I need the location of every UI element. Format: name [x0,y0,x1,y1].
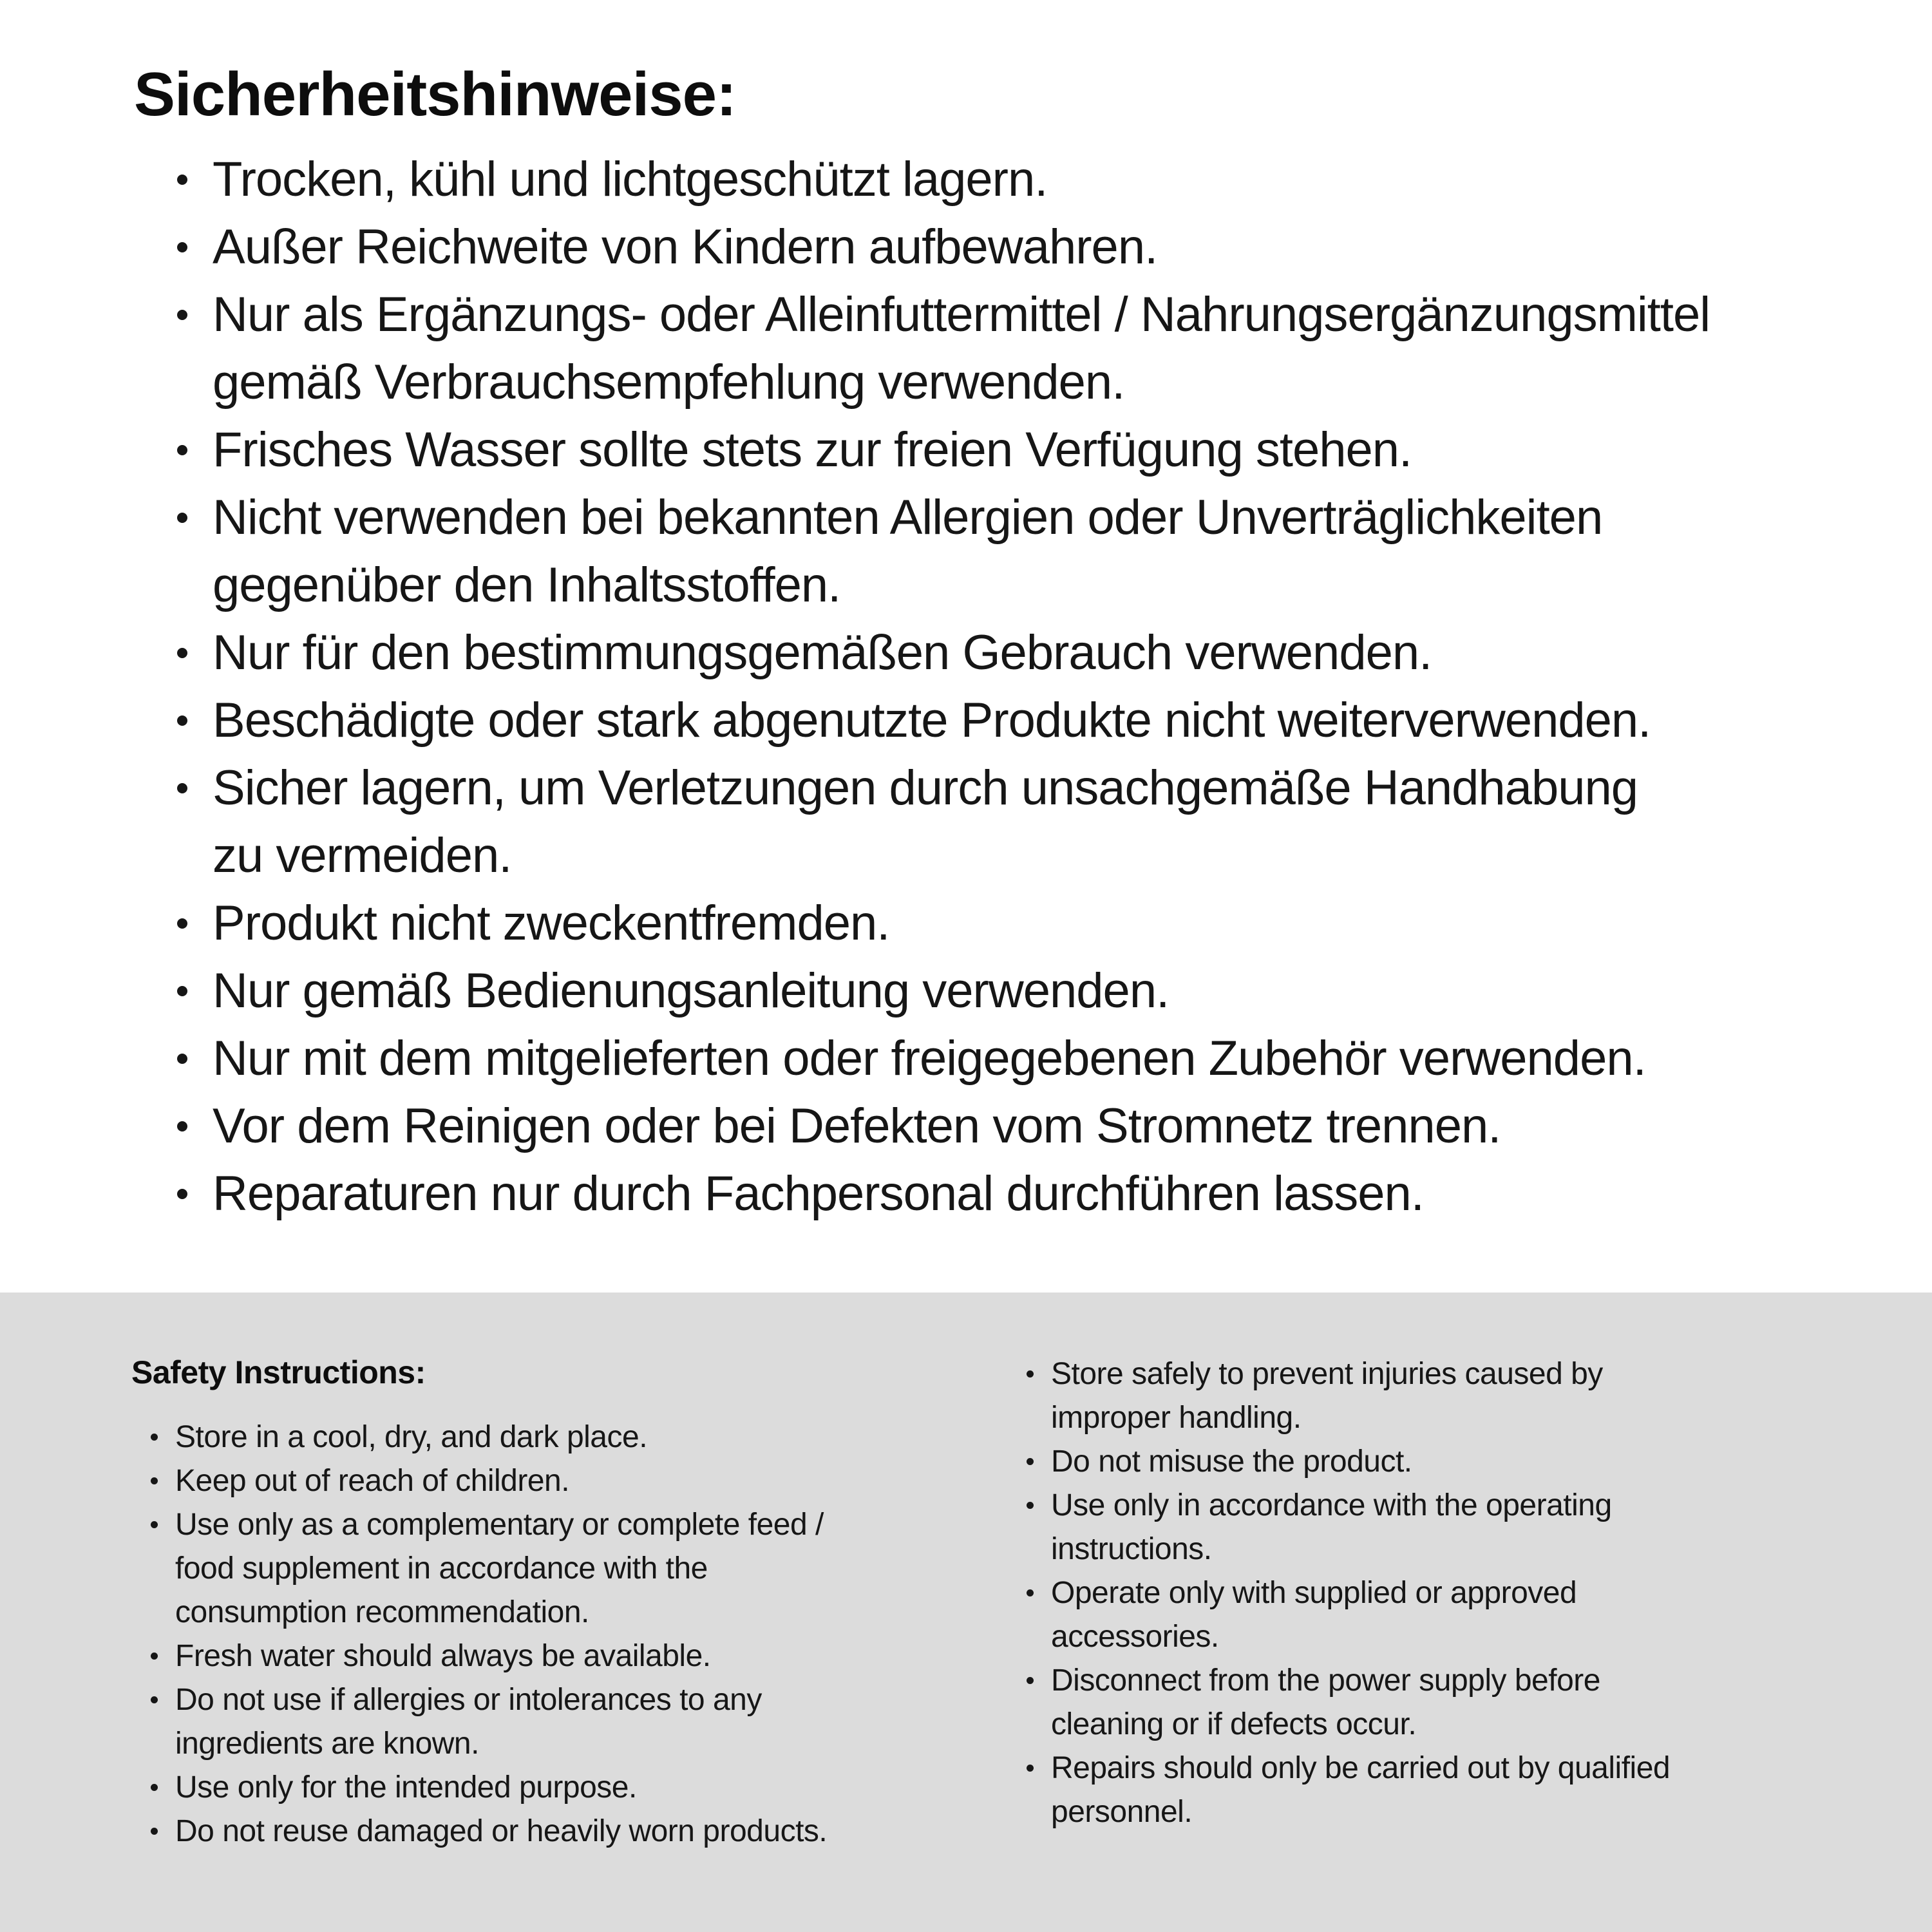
bullet-icon [1027,1370,1034,1378]
list-item [149,1416,987,1459]
list-item [149,1459,987,1503]
bullet-icon [177,175,187,185]
bullet-line: Store safely to prevent injuries caused by [1051,1357,1603,1391]
bullet-line: cleaning or if defects occur. [1051,1707,1417,1741]
bullet-line: Use only for the intended purpose. [175,1770,637,1804]
bullet-line: Nur gemäß Bedienungsanleitung verwenden. [213,963,1170,1018]
list-item [177,1092,1864,1160]
bullet-line: Trocken, kühl und lichtgeschützt lagern. [213,152,1048,207]
bullet-icon [177,445,187,455]
bullet-line: consumption recommendation. [175,1595,589,1629]
list-item [177,416,1864,484]
bullet-line: ingredients are known. [175,1727,479,1761]
bullet-line: Do not use if allergies or intolerances to any [175,1683,762,1717]
bullet-line: instructions. [1051,1532,1212,1566]
list-item [177,484,1864,619]
bullet-icon [151,1696,158,1703]
bullet-line: personnel. [1051,1795,1193,1829]
bullet-line: Use only as a complementary or complete feed / [175,1508,824,1542]
bullet-line: Sicher lagern, um Verletzungen durch unsachgemäße Handhabung [213,761,1638,815]
bullet-line: Repairs should only be carried out by qualified [1051,1751,1671,1785]
list-item [177,889,1864,957]
bullet-icon [1027,1677,1034,1684]
bullet-line: Produkt nicht zweckentfremden. [213,896,890,951]
bullet-line: Nur für den bestimmungsgemäßen Gebrauch verwenden. [213,625,1432,680]
list-item [177,1025,1864,1092]
bullet-icon [1027,1589,1034,1596]
bullet-line: Operate only with supplied or approved [1051,1576,1577,1610]
list-item [177,146,1864,213]
list-item [177,1160,1864,1227]
bullet-line: Vor dem Reinigen oder bei Defekten vom Stromnetz trennen. [213,1099,1501,1153]
bullet-icon [177,986,187,996]
bullet-icon [151,1434,158,1441]
bullet-line: Beschädigte oder stark abgenutzte Produkte nicht weiterverwenden. [213,693,1651,748]
bullet-line: Disconnect from the power supply before [1051,1663,1600,1698]
bullet-icon [1027,1765,1034,1772]
bullet-icon [177,918,187,929]
list-item [177,281,1864,416]
bullet-line: Do not reuse damaged or heavily worn products. [175,1814,828,1848]
bullet-line: Do not misuse the product. [1051,1444,1412,1479]
bullet-line: accessories. [1051,1620,1219,1654]
bullet-icon [1027,1458,1034,1465]
list-item [149,1810,987,1853]
bullet-icon [177,1054,187,1064]
list-item [177,687,1864,754]
bullet-line: Nicht verwenden bei bekannten Allergien oder Unverträglichkeiten [213,490,1603,545]
bullet-line: Nur mit dem mitgelieferten oder freigegebenen Zubehör verwenden. [213,1031,1646,1086]
bullet-line: Außer Reichweite von Kindern aufbewahren. [213,220,1158,274]
bullet-line: Frisches Wasser sollte stets zur freien Verfügung stehen. [213,422,1412,477]
list-item [1025,1659,1901,1747]
bullet-icon [1027,1502,1034,1509]
bullet-line: Reparaturen nur durch Fachpersonal durchführen lassen. [213,1166,1424,1221]
list-item [177,213,1864,281]
bullet-line: Store in a cool, dry, and dark place. [175,1420,648,1454]
list-item [177,619,1864,687]
list-item [1025,1484,1901,1571]
list-item [149,1766,987,1810]
list-item [149,1634,987,1678]
english-safety-list-right-column [1025,1352,1901,1834]
bullet-icon [151,1653,158,1660]
list-item [177,754,1864,889]
german-safety-list [177,146,1864,1227]
bullet-icon [177,648,187,658]
list-item [177,957,1864,1025]
list-item [1025,1352,1901,1440]
bullet-icon [177,715,187,726]
bullet-line: food supplement in accordance with the [175,1551,708,1586]
bullet-line: Keep out of reach of children. [175,1464,570,1498]
list-item [1025,1571,1901,1659]
english-safety-list-left-column [149,1416,987,1853]
bullet-icon [151,1828,158,1835]
list-item [149,1503,987,1634]
list-item [1025,1747,1901,1834]
bullet-line: gemäß Verbrauchsempfehlung verwenden. [213,355,1125,410]
bullet-icon [177,310,187,320]
bullet-line: zu vermeiden. [213,828,512,883]
bullet-line: Use only in accordance with the operating [1051,1488,1612,1522]
bullet-icon [151,1784,158,1791]
bullet-icon [151,1477,158,1484]
bullet-line: gegenüber den Inhaltsstoffen. [213,558,841,612]
bullet-icon [177,1189,187,1199]
bullet-icon [177,1121,187,1132]
list-item [149,1678,987,1766]
bullet-icon [177,783,187,793]
bullet-icon [151,1521,158,1528]
bullet-icon [177,513,187,523]
bullet-line: Nur als Ergänzungs- oder Alleinfuttermittel / Nahrungsergänzungsmittel [213,287,1710,342]
bullet-line: Fresh water should always be available. [175,1639,711,1673]
list-item [1025,1440,1901,1484]
english-section-heading: Safety Instructions: [131,1354,426,1390]
bullet-icon [177,242,187,252]
bullet-line: improper handling. [1051,1401,1302,1435]
german-section-heading: Sicherheitshinweise: [134,60,736,129]
